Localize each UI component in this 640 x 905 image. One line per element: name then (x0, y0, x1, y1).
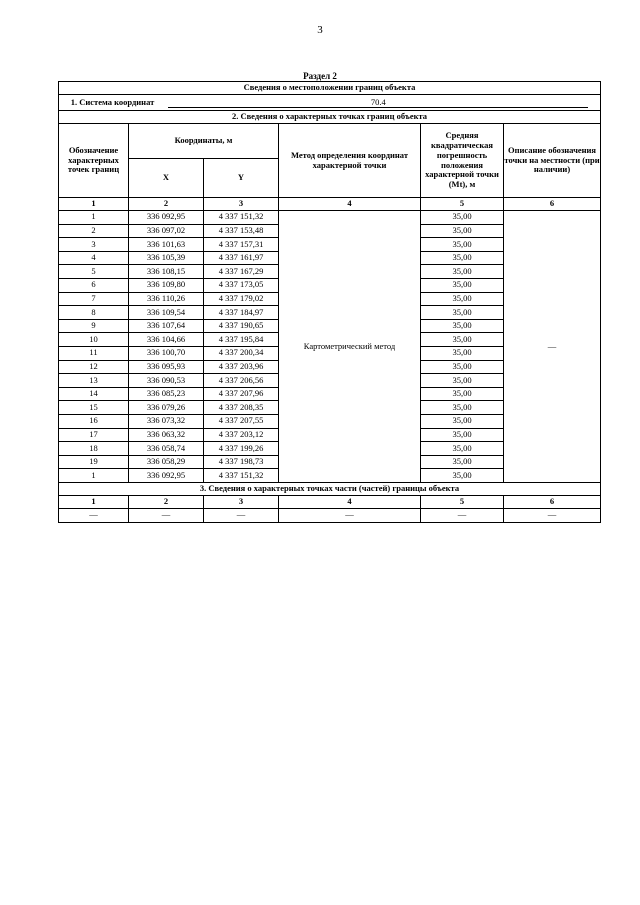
point-id: 12 (59, 360, 129, 374)
part3-column-number: 2 (129, 495, 204, 508)
error-cell: 35,00 (421, 238, 504, 252)
coord-x: 336 090,53 (129, 374, 204, 388)
point-id: 1 (59, 469, 129, 483)
error-cell: 35,00 (421, 469, 504, 483)
point-id: 19 (59, 455, 129, 469)
part3-column-number: 6 (504, 495, 601, 508)
coord-x: 336 100,70 (129, 346, 204, 360)
coord-system-row (59, 95, 601, 111)
part3-value: — (129, 508, 204, 522)
coord-x: 336 109,80 (129, 278, 204, 292)
coord-y: 4 337 157,31 (204, 238, 279, 252)
point-id: 11 (59, 346, 129, 360)
coord-y: 4 337 195,84 (204, 333, 279, 347)
point-id: 3 (59, 238, 129, 252)
header-description: Описание обозначения точки на местности (при наличии) (504, 124, 601, 198)
point-id: 1 (59, 211, 129, 225)
error-cell: 35,00 (421, 401, 504, 415)
table-title-row (59, 82, 601, 95)
header-row (59, 124, 601, 159)
error-cell: 35,00 (421, 224, 504, 238)
coord-x: 336 107,64 (129, 319, 204, 333)
part3-value: — (421, 508, 504, 522)
point-id: 6 (59, 278, 129, 292)
coord-y: 4 337 179,02 (204, 292, 279, 306)
error-cell: 35,00 (421, 455, 504, 469)
coord-x: 336 109,54 (129, 306, 204, 320)
section-title: Раздел 2 (303, 71, 337, 81)
part3-title-row (59, 482, 601, 495)
error-cell: 35,00 (421, 278, 504, 292)
coord-x: 336 092,95 (129, 211, 204, 225)
column-number: 5 (421, 198, 504, 211)
part3-value: — (504, 508, 601, 522)
coord-y: 4 337 208,35 (204, 401, 279, 415)
error-cell: 35,00 (421, 387, 504, 401)
point-id: 9 (59, 319, 129, 333)
error-cell: 35,00 (421, 306, 504, 320)
error-cell: 35,00 (421, 265, 504, 279)
coord-x: 336 092,95 (129, 469, 204, 483)
point-id: 16 (59, 414, 129, 428)
column-number: 2 (129, 198, 204, 211)
error-cell: 35,00 (421, 292, 504, 306)
point-id: 5 (59, 265, 129, 279)
table-title: Сведения о местоположении границ объекта (59, 82, 601, 95)
coord-y: 4 337 200,34 (204, 346, 279, 360)
coord-y: 4 337 167,29 (204, 265, 279, 279)
point-id: 4 (59, 251, 129, 265)
coord-y: 4 337 207,96 (204, 387, 279, 401)
error-cell: 35,00 (421, 414, 504, 428)
part3-column-number: 4 (279, 495, 421, 508)
point-id: 2 (59, 224, 129, 238)
part3-column-number: 5 (421, 495, 504, 508)
method-cell: Картометрический метод (279, 211, 421, 483)
point-id: 10 (59, 333, 129, 347)
coord-y: 4 337 198,73 (204, 455, 279, 469)
coord-x: 336 063,32 (129, 428, 204, 442)
coord-y: 4 337 184,97 (204, 306, 279, 320)
column-number: 6 (504, 198, 601, 211)
header-error: Средняя квадратическая погрешность положения характерной точки (Mt), м (421, 124, 504, 198)
coord-x: 336 058,29 (129, 455, 204, 469)
point-id: 7 (59, 292, 129, 306)
point-id: 8 (59, 306, 129, 320)
error-cell: 35,00 (421, 360, 504, 374)
coord-y: 4 337 199,26 (204, 442, 279, 456)
header-y: Y (204, 159, 279, 198)
column-number: 3 (204, 198, 279, 211)
coord-system-value: 70.4 (168, 97, 588, 108)
coord-y: 4 337 206,56 (204, 374, 279, 388)
header-x: X (129, 159, 204, 198)
error-cell: 35,00 (421, 211, 504, 225)
error-cell: 35,00 (421, 442, 504, 456)
description-cell: — (504, 211, 601, 483)
error-cell: 35,00 (421, 346, 504, 360)
error-cell: 35,00 (421, 251, 504, 265)
coord-x: 336 058,74 (129, 442, 204, 456)
part3-column-number: 1 (59, 495, 129, 508)
error-cell: 35,00 (421, 319, 504, 333)
header-method: Метод определения координат характерной точки (279, 124, 421, 198)
coord-x: 336 095,93 (129, 360, 204, 374)
column-number: 1 (59, 198, 129, 211)
coord-system-label: 1. Система координат (70, 97, 155, 107)
part3-title: 3. Сведения о характерных точках части (частей) границы объекта (59, 482, 601, 495)
part3-values-row (59, 508, 601, 522)
coord-x: 336 108,15 (129, 265, 204, 279)
coord-x: 336 097,02 (129, 224, 204, 238)
coord-y: 4 337 151,32 (204, 211, 279, 225)
part3-column-number: 3 (204, 495, 279, 508)
coord-x: 336 105,39 (129, 251, 204, 265)
coord-y: 4 337 203,12 (204, 428, 279, 442)
point-id: 18 (59, 442, 129, 456)
header-point-id: Обозначение характерных точек границ (59, 124, 129, 198)
point-id: 13 (59, 374, 129, 388)
coord-y: 4 337 190,65 (204, 319, 279, 333)
coord-x: 336 079,26 (129, 401, 204, 415)
coord-x: 336 073,32 (129, 414, 204, 428)
coord-x: 336 101,63 (129, 238, 204, 252)
boundary-table (58, 81, 601, 523)
coord-y: 4 337 153,48 (204, 224, 279, 238)
part3-value: — (204, 508, 279, 522)
part3-value: — (59, 508, 129, 522)
coord-x: 336 104,66 (129, 333, 204, 347)
coord-y: 4 337 161,97 (204, 251, 279, 265)
point-id: 15 (59, 401, 129, 415)
coord-x: 336 085,23 (129, 387, 204, 401)
header-coordinates: Координаты, м (129, 124, 279, 159)
coord-y: 4 337 207,55 (204, 414, 279, 428)
coord-y: 4 337 151,32 (204, 469, 279, 483)
error-cell: 35,00 (421, 428, 504, 442)
coord-y: 4 337 173,05 (204, 278, 279, 292)
point-id: 17 (59, 428, 129, 442)
page-number: 3 (317, 24, 323, 36)
part3-value: — (279, 508, 421, 522)
part2-title-row (59, 111, 601, 124)
part3-column-numbers-row (59, 495, 601, 508)
point-id: 14 (59, 387, 129, 401)
part2-title: 2. Сведения о характерных точках границ объекта (59, 111, 601, 124)
coord-y: 4 337 203,96 (204, 360, 279, 374)
column-numbers-row (59, 198, 601, 211)
error-cell: 35,00 (421, 374, 504, 388)
column-number: 4 (279, 198, 421, 211)
error-cell: 35,00 (421, 333, 504, 347)
coord-x: 336 110,26 (129, 292, 204, 306)
table-row (59, 211, 601, 225)
